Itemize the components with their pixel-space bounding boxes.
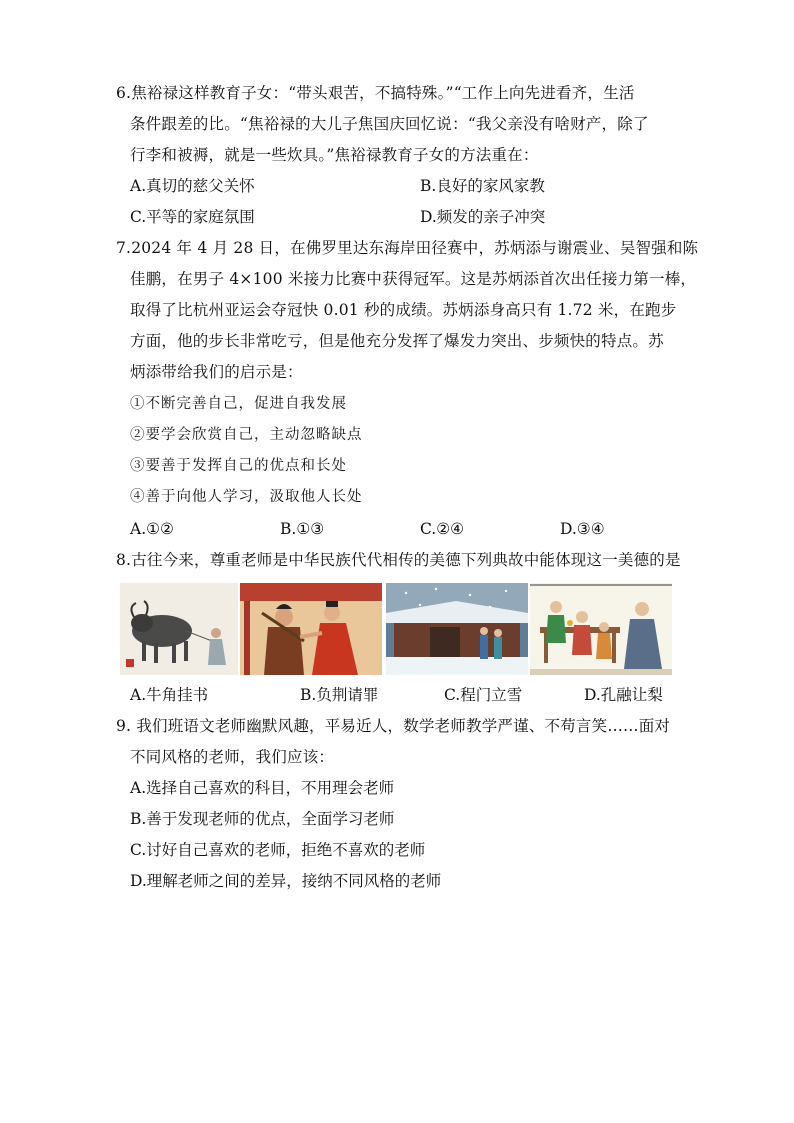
q7-item-2: ②要学会欣赏自己，主动忽略缺点	[130, 427, 363, 443]
q9-option-d: D.理解老师之间的差异，接纳不同风格的老师	[130, 872, 442, 890]
q6-option-b: B.良好的家风家教	[420, 177, 545, 195]
q8-illustrations	[120, 583, 672, 675]
q9-option-b: B.善于发现老师的优点，全面学习老师	[130, 810, 395, 828]
q7-item-3: ③要善于发挥自己的优点和长处	[130, 458, 347, 474]
thorns-apology-picture	[240, 583, 382, 675]
q8-stem-line-1: 8.古往今来，尊重老师是中华民族代代相传的美德下列典故中能体现这一美德的是	[116, 551, 681, 569]
q7-option-d: D.③④	[560, 520, 605, 538]
q6-stem-line-1: 6.焦裕禄这样教育子女：“带头艰苦，不搞特殊。”“工作上向先进看齐，生活	[116, 84, 635, 102]
pear-sharing-picture	[530, 583, 672, 675]
q7-stem-line-3: 取得了比杭州亚运会夺冠快 0.01 秒的成绩。苏炳添身高只有 1.72 米，在跑步	[130, 301, 677, 319]
ox-horn-painting	[120, 583, 238, 675]
q7-stem-line-4: 方面，他的步长非常吃亏，但是他充分发挥了爆发力突出、步频快的特点。苏	[130, 332, 664, 350]
q8-option-a: A.牛角挂书	[130, 686, 209, 704]
q7-option-a: A.①②	[130, 520, 174, 538]
q6-option-d: D.频发的亲子冲突	[420, 208, 546, 226]
q6-option-c: C.平等的家庭氛围	[130, 208, 255, 226]
q7-stem-line-1: 7.2024 年 4 月 28 日，在佛罗里达东海岸田径赛中，苏炳添与谢震业、吴智强和陈	[116, 239, 699, 257]
q9-option-c: C.讨好自己喜欢的老师，拒绝不喜欢的老师	[130, 841, 426, 859]
q9-stem-line-1: 9. 我们班语文老师幽默风趣，平易近人，数学老师教学严谨、不苟言笑……面对	[116, 717, 671, 735]
q6-option-a: A.真切的慈父关怀	[130, 177, 255, 195]
q8-option-d: D.孔融让梨	[584, 686, 663, 704]
snow-gate-picture	[386, 583, 528, 675]
q9-option-a: A.选择自己喜欢的科目，不用理会老师	[130, 779, 395, 797]
q8-option-c: C.程门立雪	[444, 686, 523, 704]
q9-stem-line-2: 不同风格的老师，我们应该：	[130, 748, 335, 766]
q6-stem-line-2: 条件跟差的比。“焦裕禄的大儿子焦国庆回忆说：“我父亲没有啥财产，除了	[130, 115, 649, 133]
q7-stem-line-2: 佳鹏，在男子 4×100 米接力比赛中获得冠军。这是苏炳添首次出任接力第一棒，	[130, 270, 697, 288]
q7-stem-line-5: 炳添带给我们的启示是：	[130, 363, 303, 381]
q6-stem-line-3: 行李和被褥，就是一些炊具。”焦裕禄教育子女的方法重在：	[130, 146, 539, 164]
q8-option-b: B.负荆请罪	[300, 686, 379, 704]
q7-option-b: B.①③	[280, 520, 325, 538]
q7-item-1: ①不断完善自己，促进自我发展	[130, 396, 347, 412]
q7-item-4: ④善于向他人学习，汲取他人长处	[130, 489, 363, 505]
q7-option-c: C.②④	[420, 520, 465, 538]
